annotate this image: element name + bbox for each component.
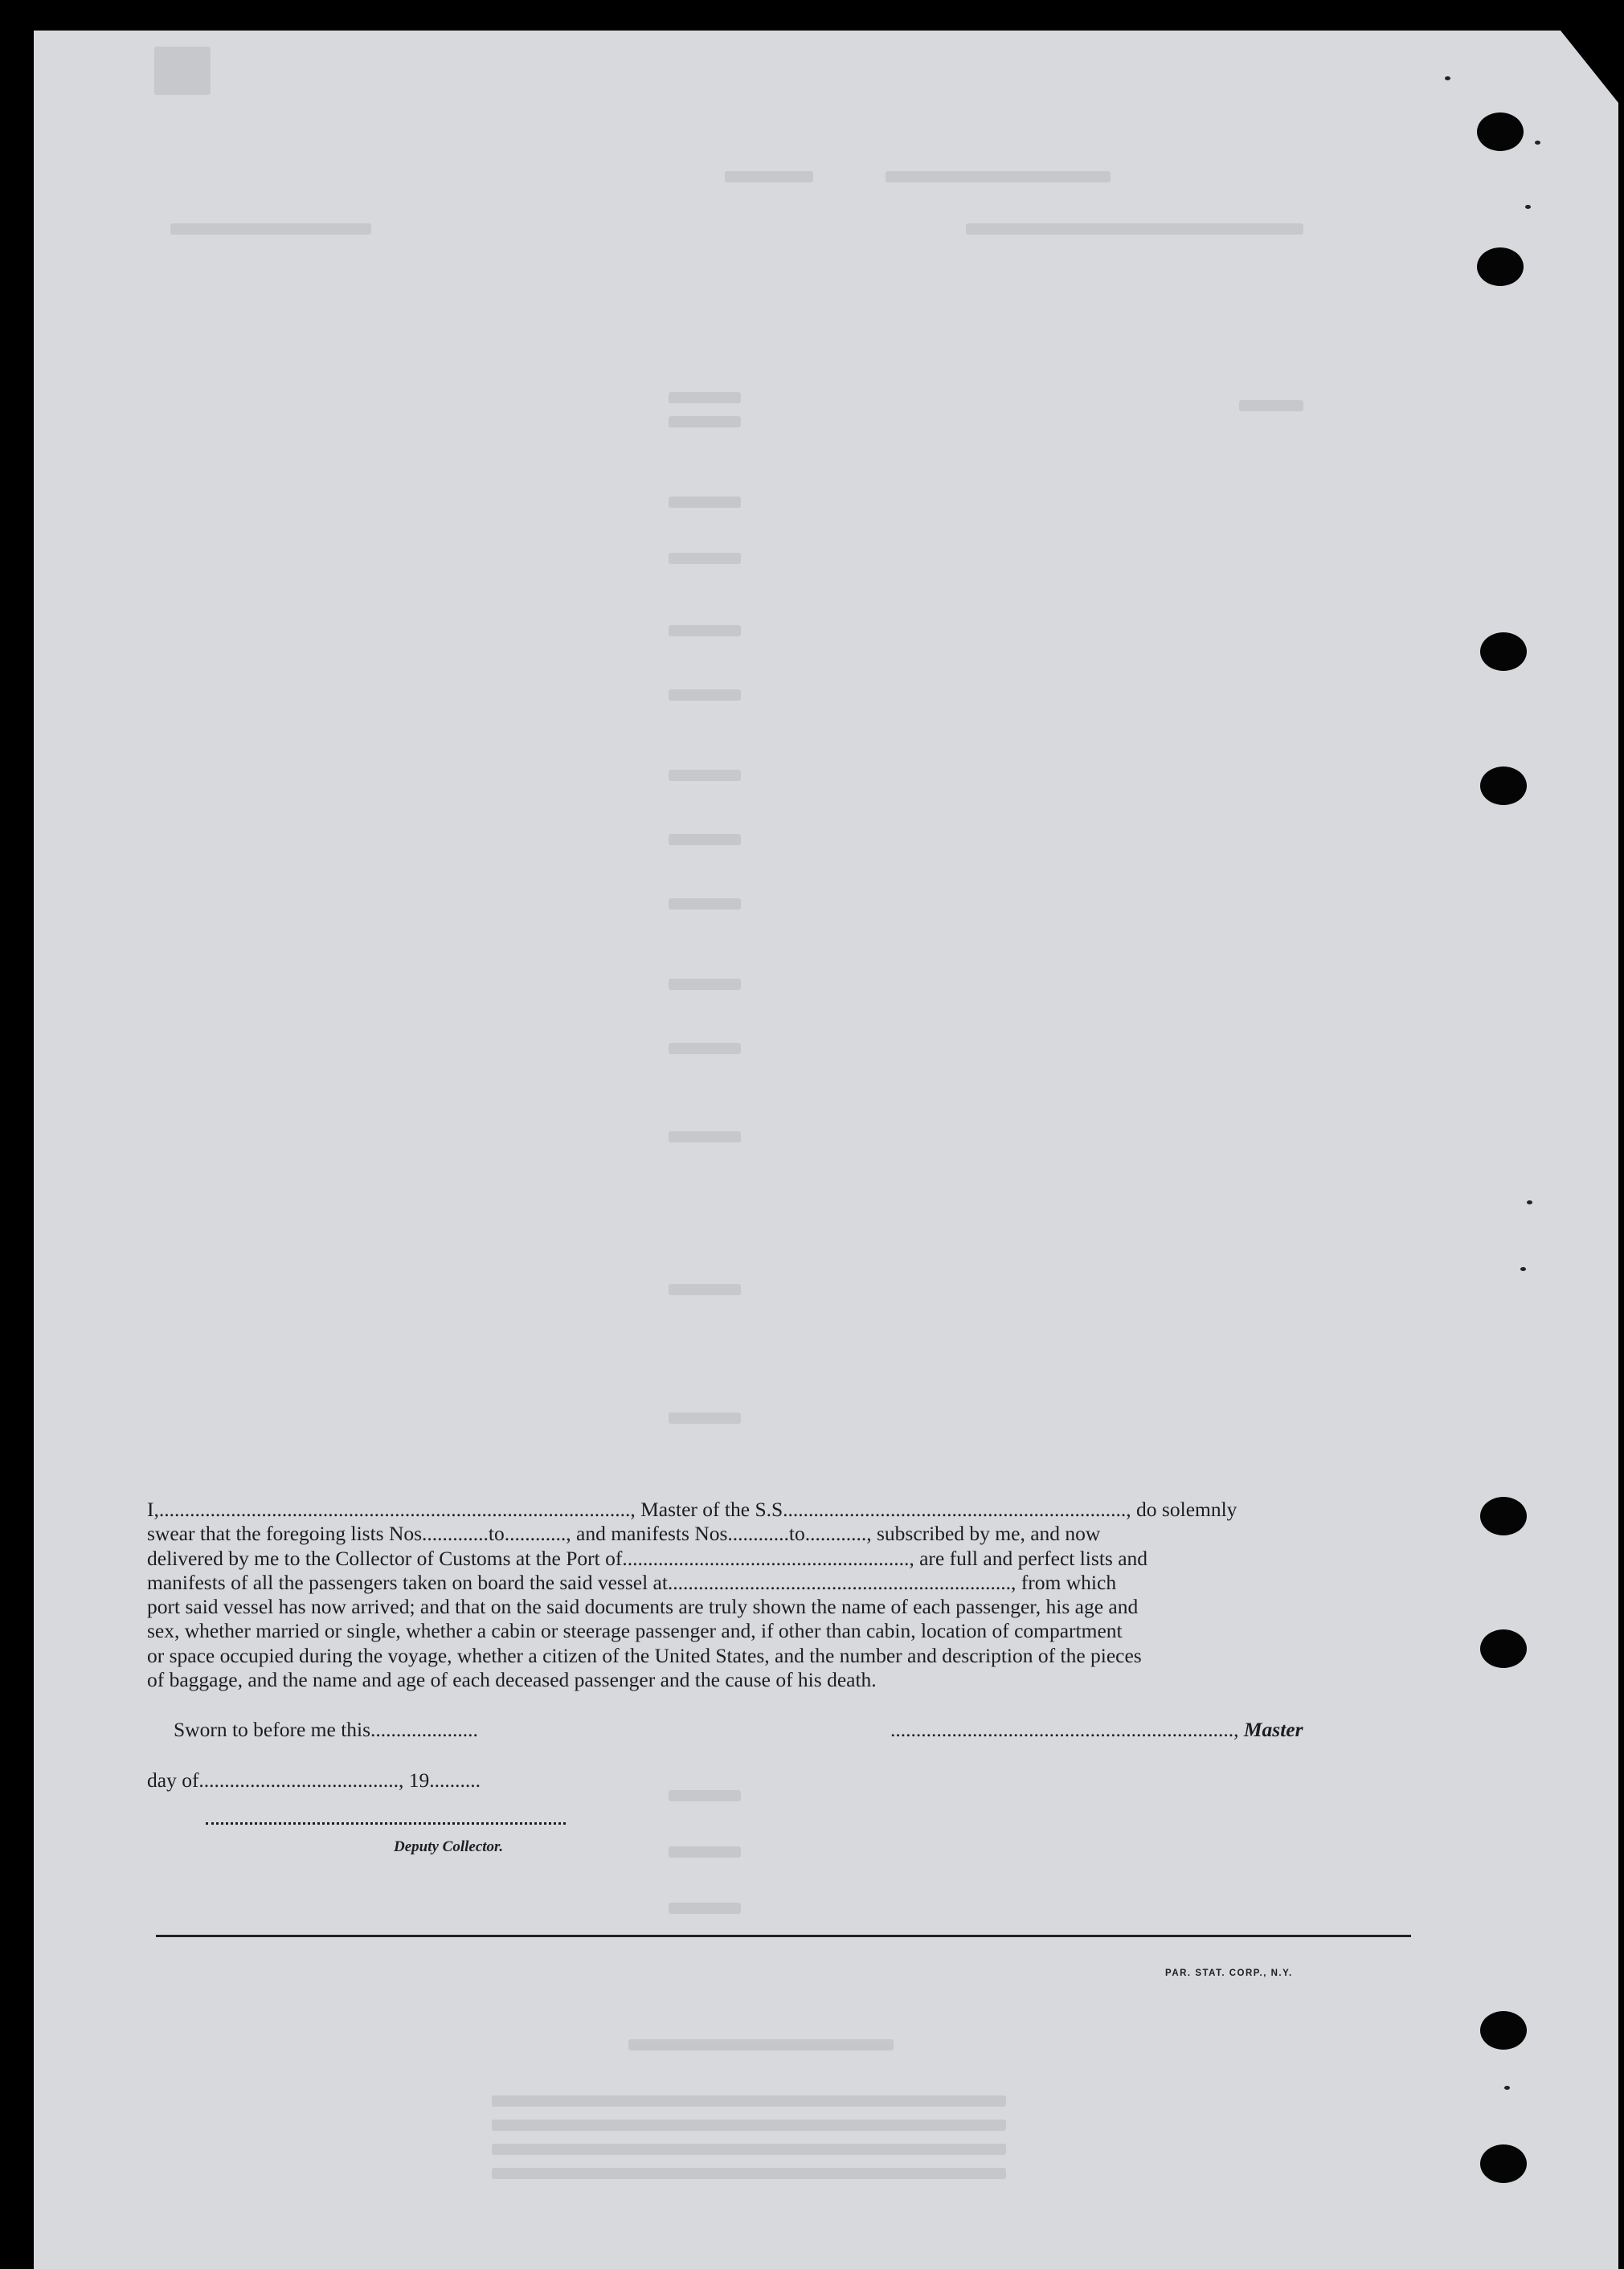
punch-hole: [1480, 2011, 1527, 2050]
oath-line: manifests of all the passengers taken on board the said vessel at..................................................................., from which: [147, 1570, 1117, 1594]
paper-sheet: [34, 31, 1618, 2269]
oath-line: sex, whether married or single, whether a cabin or steerage passenger and, if other than cabin, location of compartment: [147, 1619, 1123, 1643]
speck: [1520, 1267, 1526, 1271]
bleed-through-shadow: [34, 31, 1618, 2269]
deputy-signature-line: [206, 1822, 566, 1825]
punch-hole: [1480, 1629, 1527, 1668]
date-line: day of......................................., 19..........: [147, 1768, 481, 1792]
punch-hole: [1477, 247, 1524, 286]
horizontal-rule: [156, 1935, 1411, 1937]
speck: [1445, 76, 1450, 80]
punch-hole: [1480, 1497, 1527, 1535]
oath-line: delivered by me to the Collector of Customs at the Port of........................................................, are full and perfect lists and: [147, 1546, 1148, 1570]
speck: [1535, 141, 1540, 145]
master-signature-dots: ...................................................................,: [890, 1718, 1244, 1741]
oath-line: port said vessel has now arrived; and that on the said documents are truly shown the name of each passenger, his age and: [147, 1595, 1139, 1619]
master-label: Master: [1243, 1718, 1303, 1741]
speck: [1525, 205, 1531, 209]
oath-line: I,............................................................................................, Master of the S.S..................................................................., do solemnly: [147, 1498, 1237, 1521]
speck: [1527, 1200, 1532, 1204]
sworn-statement: Sworn to before me this.....................: [174, 1718, 478, 1741]
punch-hole: [1480, 632, 1527, 671]
oath-line: swear that the foregoing lists Nos.............to............, and manifests Nos............to............, subscribed by me, and now: [147, 1522, 1101, 1546]
deputy-collector-label: Deputy Collector.: [394, 1838, 504, 1855]
oath-paragraph: [147, 1498, 1423, 1692]
punch-hole: [1480, 2144, 1527, 2183]
oath-line: of baggage, and the name and age of each deceased passenger and the cause of his death.: [147, 1668, 877, 1692]
punch-hole: [1480, 767, 1527, 805]
oath-line: or space occupied during the voyage, whether a citizen of the United States, and the number and description of the pieces: [147, 1643, 1142, 1667]
master-signature-line: [890, 1718, 1303, 1742]
punch-hole: [1477, 112, 1524, 151]
speck: [1504, 2086, 1510, 2090]
printer-imprint: PAR. STAT. CORP., N.Y.: [1165, 1969, 1293, 1978]
